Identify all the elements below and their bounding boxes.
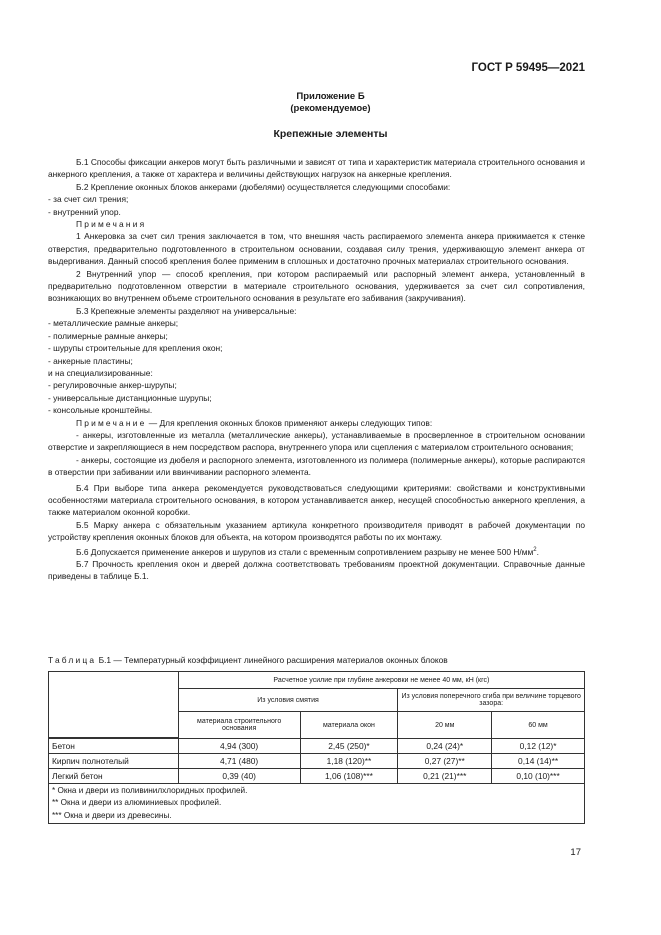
row-gap20: 0,21 (21)*** — [398, 769, 492, 784]
table-header-20mm: 20 мм — [398, 712, 492, 739]
table-footnotes — [49, 784, 585, 824]
paragraph-b7: Б.7 Прочность крепления окон и дверей должна соответствовать требованиям проектной документации. Справочные данные приведены в таблице Б.1. — [48, 558, 585, 582]
notes-label: Примечания — [76, 219, 147, 230]
table-caption-label: Таблица — [48, 655, 97, 665]
list-item: - регулировочные анкер-шурупы; — [48, 380, 177, 391]
special-intro: и на специализированные: — [48, 367, 153, 378]
footnote: *** Окна и двери из древесины. — [52, 810, 172, 820]
note-1: 1 Анкеровка за счет сил трения заключается в том, что внешняя часть распираемого элемента анкера прижимается к стенке отверстия, предварительно подготовленного в строительном основании, создавая силу трения, удерживающую элемент анкера от выдергивания. Данный способ крепления более применим в сплошных и достаточно прочных материалах строительного основания. — [48, 231, 585, 267]
appendix-heading: Крепежные элементы — [273, 128, 388, 140]
row-gap60: 0,12 (12)* — [492, 739, 585, 754]
note-3-label: Примечание — [76, 417, 147, 428]
paragraph-b3: Б.3 Крепежные элементы разделяют на универсальные: — [76, 305, 297, 316]
note-3 — [48, 417, 585, 429]
table-header-shear: Из условия смятия — [178, 689, 398, 712]
table-header-top: Расчетное усилие при глубине анкеровки не менее 40 мм, кН (кгс) — [178, 672, 584, 689]
row-gap60: 0,14 (14)** — [492, 754, 585, 769]
table-footnotes-row — [49, 784, 585, 824]
table-caption — [48, 655, 448, 665]
paragraph-b5: Б.5 Марку анкера с обязательным указанием артикула конкретного производителя приводят в рабочей документации по устройству крепления оконных блоков для объекта, на котором производятся работы по их монтажу. — [48, 519, 585, 543]
paragraph-b2: Б.2 Крепление оконных блоков анкерами (дюбелями) осуществляется следующими способами: — [76, 181, 451, 192]
superscript: 2 — [533, 546, 537, 553]
paragraph-b6 — [48, 544, 585, 558]
list-item: - полимерные рамные анкеры; — [48, 330, 168, 341]
table-row — [49, 754, 585, 769]
row-material: Бетон — [49, 739, 179, 754]
paragraph-b1: Б.1 Способы фиксации анкеров могут быть различными и зависят от типа и характеристик материала строительного основания и анкерного крепления, а также от характера и величины действующих нагрузок на анкерные крепления. — [48, 157, 585, 180]
appendix-subtitle: (рекомендуемое) — [290, 103, 371, 114]
list-item: - металлические рамные анкеры; — [48, 318, 179, 329]
list-item: - внутренний упор. — [48, 206, 121, 217]
table-header-row — [49, 672, 585, 689]
row-frame: 1,06 (108)*** — [300, 769, 398, 784]
table-header-frame: материала окон — [300, 712, 398, 739]
row-gap20: 0,24 (24)* — [398, 739, 492, 754]
note-2: 2 Внутренний упор — способ крепления, при котором распираемый или распорный элемент анкера, установленный в предварительно подготовленном отверстии в материале строительного основания, удерживается за счет сил сопротивления, возникающих во внутреннем объеме строительного основания в результате его забивания (закручивания). — [48, 268, 585, 304]
table-header-bend: Из условия поперечного сгиба при величине торцевого зазора: — [398, 689, 585, 712]
period: . — [536, 546, 539, 557]
list-item: - за счет сил трения; — [48, 194, 129, 205]
footnote: * Окна и двери из поливинилхлоридных профилей. — [52, 786, 248, 795]
note-3-item: - анкеры, состоящие из дюбеля и распорного элемента, изготовленного из полимера (полимерные анкеры), которые распираются в отверстии при забивании или ввинчивании распорного элемента. — [48, 454, 585, 478]
row-base: 0,39 (40) — [178, 769, 300, 784]
table-row — [49, 769, 585, 784]
table-header-corner — [49, 672, 179, 738]
note-3-item: - анкеры, изготовленные из металла (металлические анкеры), устанавливаемые в просверленное в строительном основании отверстие и закрепляющиеся в нем посредством распора, внутреннего упора или сцепления с материалом строительного основания; — [48, 429, 585, 453]
row-base: 4,71 (480) — [178, 754, 300, 769]
row-material: Легкий бетон — [49, 769, 179, 784]
table-header-base: материала строительного основания — [178, 712, 300, 739]
page-number: 17 — [570, 847, 581, 858]
note-3-text: — Для крепления оконных блоков применяют анкеры следующих типов: — [146, 417, 433, 428]
list-item: - универсальные дистанционные шурупы; — [48, 392, 212, 403]
row-base: 4,94 (300) — [178, 739, 300, 754]
table-row — [49, 739, 585, 754]
standard-number: ГОСТ Р 59495—2021 — [471, 62, 585, 74]
anchor-force-table — [48, 671, 585, 824]
row-gap60: 0,10 (10)*** — [492, 769, 585, 784]
paragraph-b6-text: Б.6 Допускается применение анкеров и шурупов из стали с временным сопротивлением разрыву не менее 500 Н/мм — [76, 546, 534, 557]
list-item: - шурупы строительные для крепления окон; — [48, 343, 223, 354]
paragraph-b4: Б.4 При выборе типа анкера рекомендуется руководствоваться следующими критериями: свойствами и конструктивными особенностями материала строительного основания, в котором устанавливается анкер, несущей способностью анкерного крепления, а также материалом оконной коробки. — [48, 482, 585, 518]
appendix-title: Приложение Б — [296, 91, 365, 102]
table-header-60mm: 60 мм — [492, 712, 585, 739]
table-caption-text: Б.1 — Температурный коэффициент линейного расширения материалов оконных блоков — [96, 655, 448, 665]
row-material: Кирпич полнотелый — [49, 754, 179, 769]
row-gap20: 0,27 (27)** — [398, 754, 492, 769]
row-frame: 1,18 (120)** — [300, 754, 398, 769]
document-body — [48, 156, 585, 583]
row-frame: 2,45 (250)* — [300, 739, 398, 754]
list-item: - консольные кронштейны. — [48, 405, 153, 416]
footnote: ** Окна и двери из алюминиевых профилей. — [52, 798, 222, 808]
list-item: - анкерные пластины; — [48, 355, 133, 366]
